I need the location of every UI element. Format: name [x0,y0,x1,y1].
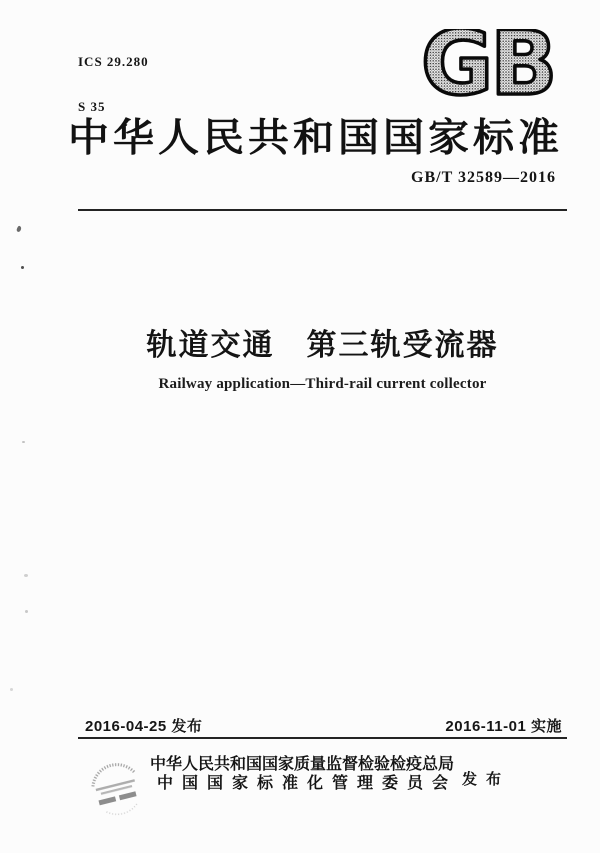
scan-artifact [24,574,28,577]
issue-date: 2016-04-25 发布 [85,718,203,735]
footer-divider-rule [78,737,567,739]
scan-artifact [16,225,22,232]
ics-code: ICS 29.280 [78,54,149,69]
document-title-en: Railway application—Third-rail current collector [158,376,487,392]
standard-number: GB/T 32589—2016 [411,169,556,186]
issuer-line-1: 中华人民共和国国家质量监督检验检疫总局 [149,756,454,773]
document-title-zh: 轨道交通 第三轨受流器 [146,329,499,362]
date-row [85,715,562,736]
national-standard-heading: 中华人民共和国国家标准 [68,115,563,160]
scan-artifact [10,688,13,691]
gb-logo-text: GB [421,29,555,97]
classification-code: S 35 [78,99,106,114]
implement-date: 2016-11-01 实施 [445,718,562,735]
scan-artifact [22,441,25,443]
publish-label: 发布 [462,771,511,788]
issuer-line-2: 中国国家标准化管理委员会 [157,775,458,792]
gb-standard-logo-icon [421,29,565,97]
scan-artifact [25,610,28,613]
header-divider-rule [78,209,567,211]
scan-artifact [21,266,24,269]
anti-counterfeit-seal-icon [75,744,155,824]
